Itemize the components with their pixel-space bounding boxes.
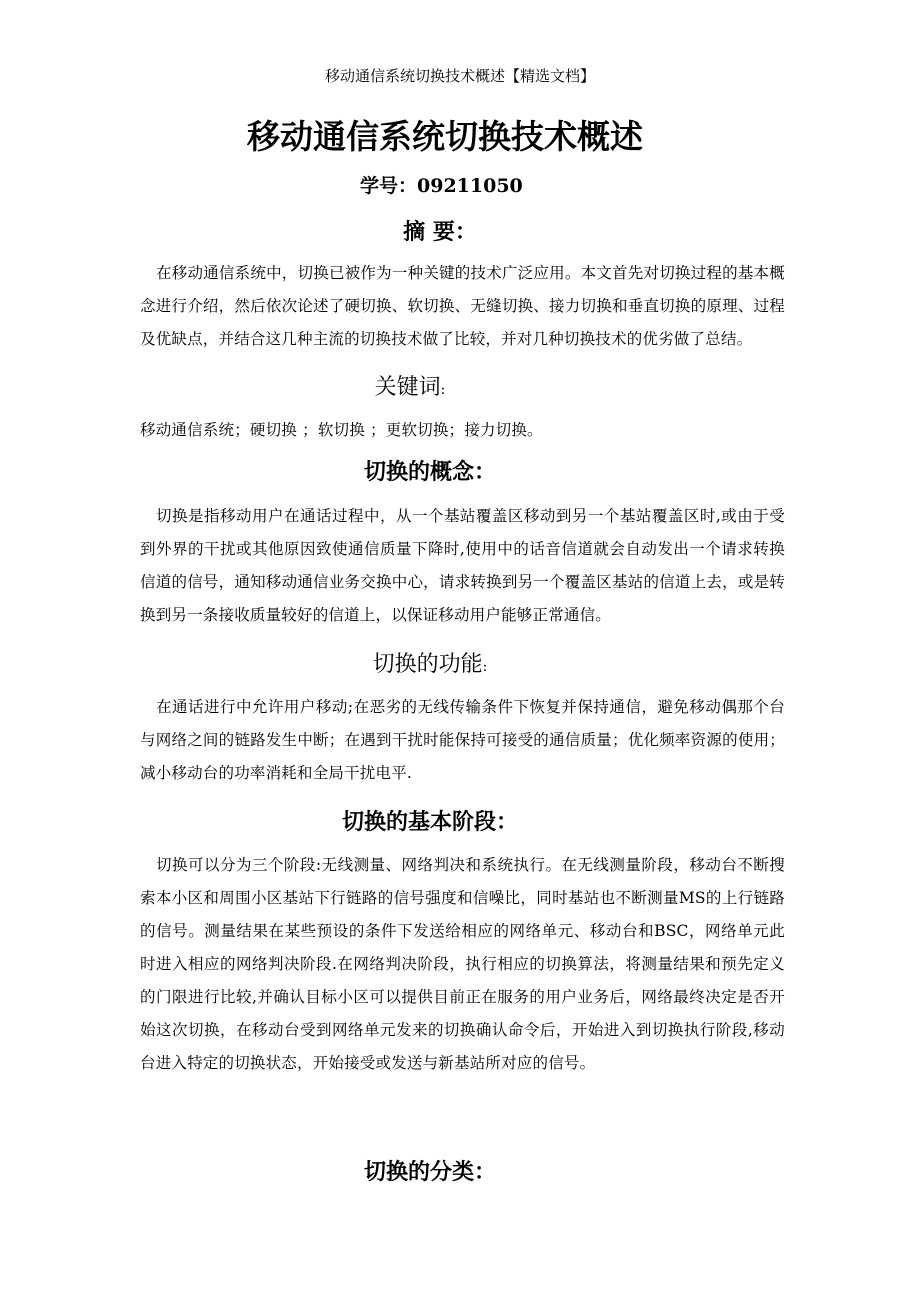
section-heading-function-colon: : (482, 659, 488, 675)
section-text-stages: 切换可以分为三个阶段:无线测量、网络判决和系统执行。在无线测量阶段，移动台不断搜索本小区和周围小区基站下行链路的信号强度和信噪比，同时基站也不断测量MS的上行链路的信号。测量结果在某些预设的条件下发送给相应的网络单元、移动台和BSC，网络单元此时进入相应的网络判决阶段.在网络判决阶段，执行相应的切换算法，将测量结果和预先定义的门限进行比较,并确认目标小区可以提供目前正在服务的用户业务后，网络最终决定是否开始这次切换，在移动台受到网络单元发来的切换确认命令后，开始进入到切换执行阶段,移动台进入特定的切换状态，开始接受或发送与新基站所对应的信号。 (140, 856, 785, 1072)
section-heading-classification: 切换的分类： (363, 1159, 496, 1185)
abstract-text: 在移动通信系统中，切换已被作为一种关键的技术广泛应用。本文首先对切换过程的基本概念进行介绍，然后依次论述了硬切换、软切换、无缝切换、接力切换和垂直切换的原理、过程及优缺点，并结合这几种主流的切换技术做了比较，并对几种切换技术的优劣做了总结。 (140, 264, 785, 348)
keywords-heading-colon: : (440, 382, 446, 398)
section-heading-concept: 切换的概念： (363, 459, 496, 485)
section-heading-stages: 切换的基本阶段： (341, 809, 518, 835)
keywords-heading (0, 372, 840, 406)
keywords-heading-label: 关键词 (374, 375, 441, 400)
running-header: 移动通信系统切换技术概述【精选文档】 (324, 67, 595, 85)
section-text-concept: 切换是指移动用户在通话过程中，从一个基站覆盖区移动到另一个基站覆盖区时,或由于受到外界的干扰或其他原因致使通信质量下降时,使用中的话音信道就会自动发出一个请求转换信道的信号，通知移动通信业务交换中心，请求转换到另一个覆盖区基站的信道上去，或是转换到另一条接收质量较好的信道上，以保证移动用户能够正常通信。 (140, 507, 785, 624)
section-heading-function (0, 649, 860, 683)
section-text-function: 在通话进行中允许用户移动;在恶劣的无线传输条件下恢复并保持通信，避免移动偶那个台与网络之间的链路发生中断；在遇到干扰时能保持可接受的通信质量；优化频率资源的使用；减小移动台的功率消耗和全局干扰电平. (140, 698, 785, 782)
student-id: 学号：09211050 (360, 175, 523, 197)
abstract-heading: 摘 要： (403, 219, 477, 245)
document-title: 移动通信系统切换技术概述 (247, 117, 643, 156)
keywords-text: 移动通信系统；硬切换 ；软切换 ；更软切换；接力切换。 (140, 421, 543, 439)
section-heading-function-label: 切换的功能 (372, 652, 483, 677)
